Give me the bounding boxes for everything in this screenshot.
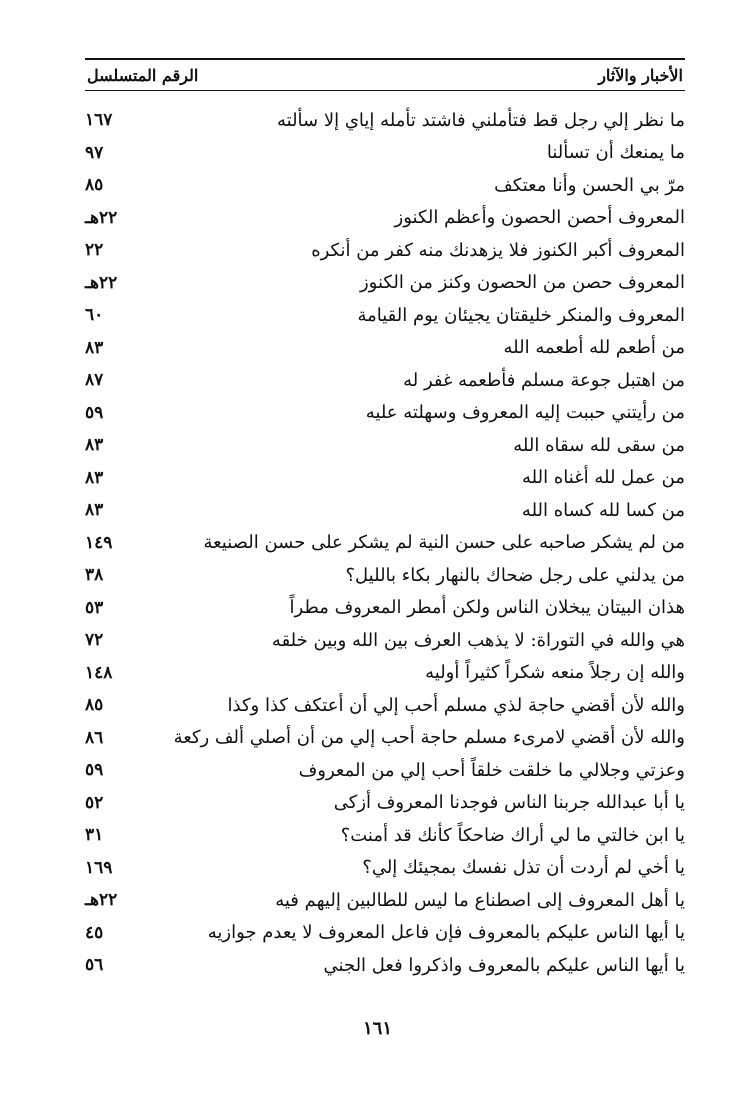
entry-number: ٢٢هـ (85, 207, 118, 228)
entry-number: ١٤٩ (85, 532, 113, 553)
entry-text: والله لأن أقضي لامرىء مسلم حاجة أحب إلي من أن أصلي ألف ركعة (173, 727, 685, 749)
list-item (85, 819, 685, 852)
entry-number: ٥٩ (85, 760, 104, 781)
entry-number: ٨٣ (85, 467, 104, 488)
list-item (85, 202, 685, 235)
entry-number: ٢٢هـ (85, 890, 118, 911)
list-item (85, 592, 685, 625)
header-title-left: الرقم المتسلسل (87, 65, 199, 85)
table-header (85, 58, 685, 91)
entry-text: يا أهل المعروف إلى اصطناع ما ليس للطالبين إليهم فيه (275, 889, 685, 911)
entry-number: ٨٧ (85, 370, 104, 391)
list-item (85, 949, 685, 982)
entry-text: يا أخي لم أردت أن تذل نفسك بمجيئك إلي؟ (362, 857, 685, 879)
entry-text: من يدلني على رجل ضحاك بالنهار بكاء بالليل؟ (345, 564, 685, 586)
entry-number: ٣٨ (85, 565, 104, 586)
entry-text: المعروف أحصن الحصون وأعظم الكنوز (394, 207, 685, 229)
entry-number: ٩٧ (85, 142, 104, 163)
list-item (85, 397, 685, 430)
index-list (85, 104, 685, 982)
entry-text: مرّ بي الحسن وأنا معتكف (494, 174, 685, 196)
entry-text: هذان البيتان يبخلان الناس ولكن أمطر المعروف مطراً (289, 597, 685, 619)
entry-text: والله إن رجلاً منعه شكراً كثيراً أوليه (425, 662, 685, 684)
list-item (85, 624, 685, 657)
entry-text: يا أيها الناس عليكم بالمعروف واذكروا فعل الجني (323, 954, 685, 976)
list-item (85, 429, 685, 462)
entry-text: المعروف أكبر الكنوز فلا يزهدنك منه كفر من أنكره (311, 239, 685, 261)
list-item (85, 104, 685, 137)
entry-text: من رأيتني حببت إليه المعروف وسهلته عليه (365, 402, 685, 424)
list-item (85, 137, 685, 170)
list-item (85, 559, 685, 592)
entry-text: من كسا لله كساه الله (521, 499, 685, 521)
entry-number: ٥٣ (85, 597, 104, 618)
entry-number: ٣١ (85, 825, 104, 846)
entry-number: ٨٥ (85, 175, 104, 196)
entry-number: ٨٥ (85, 695, 104, 716)
entry-text: المعروف والمنكر خليقتان يجيئان يوم القيامة (357, 304, 685, 326)
entry-text: من اهتبل جوعة مسلم فأطعمه غفر له (403, 369, 685, 391)
entry-number: ٨٣ (85, 435, 104, 456)
entry-text: من لم يشكر صاحبه على حسن النية لم يشكر على حسن الصنيعة (203, 532, 685, 554)
entry-text: هي والله في التوراة: لا يذهب العرف بين الله وبين خلقه (271, 629, 685, 651)
entry-text: يا أيها الناس عليكم بالمعروف فإن فاعل المعروف لا يعدم جوازيه (207, 922, 685, 944)
entry-number: ٨٦ (85, 727, 104, 748)
list-item (85, 884, 685, 917)
entry-text: المعروف حصن من الحصون وكنز من الكنوز (359, 272, 685, 294)
list-item (85, 267, 685, 300)
list-item (85, 527, 685, 560)
list-item (85, 689, 685, 722)
entry-number: ٧٢ (85, 630, 104, 651)
list-item (85, 787, 685, 820)
list-item (85, 364, 685, 397)
entry-number: ١٦٧ (85, 110, 113, 131)
entry-text: وعزتي وجلالي ما خلقت خلقاً أحب إلي من المعروف (298, 759, 685, 781)
list-item (85, 169, 685, 202)
entry-number: ٤٥ (85, 922, 104, 943)
entry-number: ٦٠ (85, 305, 104, 326)
list-item (85, 494, 685, 527)
header-title-right: الأخبار والآثار (598, 65, 683, 85)
list-item (85, 332, 685, 365)
entry-number: ٥٦ (85, 955, 104, 976)
entry-number: ٥٩ (85, 402, 104, 423)
entry-text: والله لأن أقضي حاجة لذي مسلم أحب إلي أن أعتكف كذا وكذا (227, 694, 685, 716)
entry-text: ما يمنعك أن تسألنا (546, 142, 685, 164)
list-item (85, 917, 685, 950)
entry-number: ٨٣ (85, 337, 104, 358)
entry-number: ١٤٨ (85, 662, 113, 683)
list-item (85, 722, 685, 755)
list-item (85, 657, 685, 690)
entry-text: من أطعم لله أطعمه الله (503, 337, 685, 359)
entry-number: ٢٢ (85, 240, 104, 261)
list-item (85, 234, 685, 267)
entry-number: ٢٢هـ (85, 272, 118, 293)
list-item (85, 754, 685, 787)
entry-text: من عمل لله أغناه الله (522, 467, 685, 489)
entry-text: يا ابن خالتي ما لي أراك ضاحكاً كأنك قد أمنت؟ (340, 824, 685, 846)
page-number: ١٦١ (362, 1018, 392, 1039)
entry-text: من سقى لله سقاه الله (513, 434, 685, 456)
entry-number: ٥٢ (85, 792, 104, 813)
list-item (85, 852, 685, 885)
entry-text: يا أبا عبدالله جربنا الناس فوجدنا المعروف أزكى (333, 792, 685, 814)
list-item (85, 462, 685, 495)
list-item (85, 299, 685, 332)
entry-number: ٨٣ (85, 500, 104, 521)
entry-number: ١٦٩ (85, 857, 113, 878)
entry-text: ما نظر إلي رجل قط فتأملني فاشتد تأمله إياي إلا سألته (276, 109, 685, 131)
